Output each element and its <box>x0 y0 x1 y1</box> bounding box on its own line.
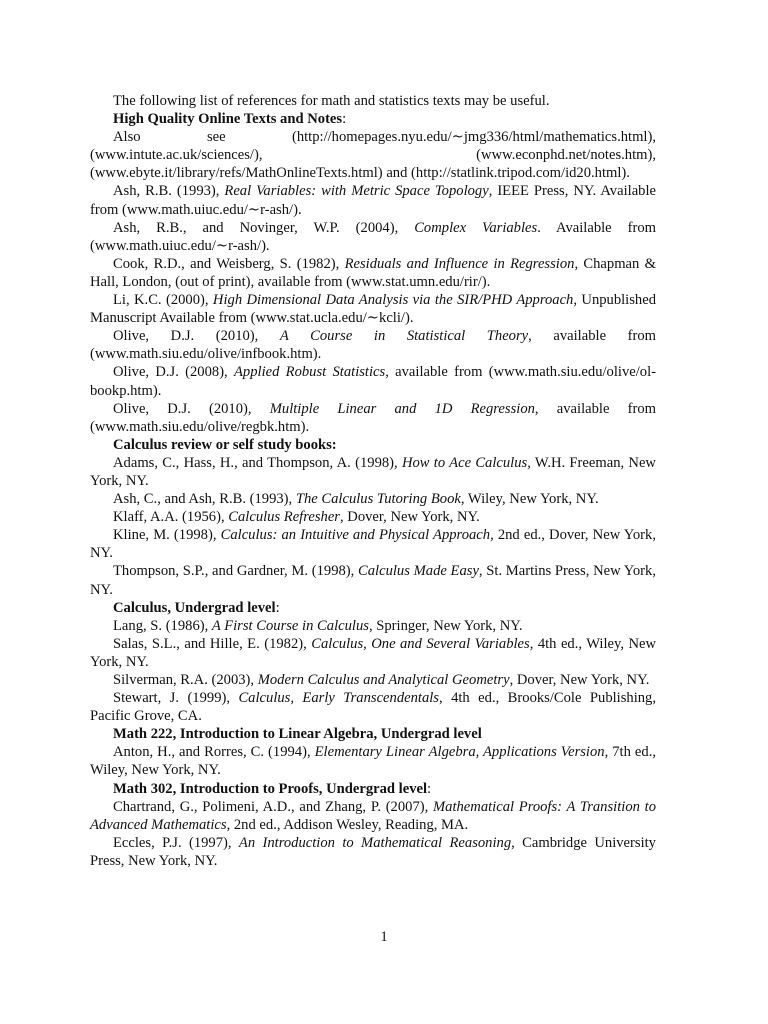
reference-details: , Dover, New York, NY. <box>339 509 480 526</box>
reference-authors: Eccles, P.J. (1997), <box>113 834 239 851</box>
reference-details: , Chapman & Hall, London, (out of print), available from (www.stat.umn.edu/rir/). <box>90 255 656 290</box>
reference-details: , available from (www.math.siu.edu/olive/regbk.htm). <box>90 400 656 435</box>
reference-authors: Cook, R.D., and Weisberg, S. (1982), <box>113 255 345 272</box>
reference-entry <box>90 526 656 562</box>
reference-authors: Ash, R.B. (1993), <box>113 183 225 200</box>
reference-authors: Salas, S.L., and Hille, E. (1982), <box>113 635 312 652</box>
intro-paragraph: The following list of references for math and statistics texts may be useful. <box>113 93 550 109</box>
reference-entry <box>90 454 656 490</box>
reference-authors: Lang, S. (1986), <box>113 617 212 634</box>
reference-authors: Thompson, S.P., and Gardner, M. (1998), <box>113 563 359 580</box>
reference-details: , W.H. Freeman, New York, NY. <box>90 454 656 489</box>
reference-title: Calculus: an Intuitive and Physical Approach <box>220 527 491 544</box>
reference-entry <box>90 363 656 399</box>
section-heading-text: High Quality Online Texts and Notes <box>113 111 343 128</box>
section-heading-suffix: : <box>275 599 280 616</box>
reference-details: , Springer, New York, NY. <box>368 617 523 634</box>
reference-title: Modern Calculus and Analytical Geometry <box>257 672 510 688</box>
reference-entry <box>90 743 656 779</box>
section-heading <box>90 110 656 128</box>
reference-title: Calculus, Early Transcendentals <box>238 690 439 707</box>
reference-title: Calculus, One and Several Variables <box>311 635 530 652</box>
reference-details: , Unpublished Manuscript Available from (www.stat.ucla.edu/∼kcli/). <box>90 292 656 327</box>
reference-entry <box>90 562 656 598</box>
reference-authors: Olive, D.J. (2010), <box>113 328 280 345</box>
page-number: 1 <box>380 929 388 945</box>
reference-title: Complex Variables <box>414 219 538 236</box>
reference-entry <box>90 219 656 255</box>
reference-title: Multiple Linear and 1D Regression <box>269 400 535 417</box>
reference-authors: Silverman, R.A. (2003), <box>113 672 258 688</box>
reference-authors: Also see (http://homepages.nyu.edu/∼jmg336/html/mathematics.html), (www.intute.ac.uk/sciences/), (www.econphd.net/notes.htm), (www.ebyte.it/library/refs/MathOnlineTexts.html) and (http://statlink.tripod.com/id20.html). <box>90 129 656 182</box>
section-heading <box>90 725 656 743</box>
reference-entry <box>90 291 656 327</box>
reference-entry <box>90 635 656 671</box>
reference-title: How to Ace Calculus <box>401 454 528 471</box>
reference-entry <box>90 834 656 870</box>
reference-authors: Adams, C., Hass, H., and Thompson, A. (1998), <box>113 454 402 471</box>
section-heading <box>90 436 656 454</box>
reference-entry <box>90 689 656 725</box>
reference-title: A First Course in Calculus <box>211 617 369 634</box>
section-heading <box>90 599 656 617</box>
reference-title: A Course in Statistical Theory <box>279 328 529 345</box>
reference-title: High Dimensional Data Analysis via the SIR/PHD Approach <box>212 292 574 309</box>
reference-entry <box>90 255 656 291</box>
reference-title: An Introduction to Mathematical Reasoning <box>238 834 512 851</box>
reference-title: Calculus Refresher <box>228 509 340 526</box>
reference-entry <box>90 182 656 218</box>
section-heading-suffix: : <box>427 780 432 797</box>
reference-title: The Calculus Tutoring Book <box>295 491 461 508</box>
reference-list <box>90 92 656 870</box>
reference-authors: Chartrand, G., Polimeni, A.D., and Zhang, P. (2007), <box>113 798 433 815</box>
reference-entry <box>90 671 656 689</box>
reference-authors: Stewart, J. (1999), <box>113 690 239 707</box>
reference-title: Elementary Linear Algebra, Applications Version <box>314 744 605 761</box>
reference-details: , Dover, New York, NY. <box>509 672 650 688</box>
reference-entry <box>90 798 656 834</box>
reference-authors: Li, K.C. (2000), <box>113 292 213 309</box>
reference-title: Real Variables: with Metric Space Topology <box>224 183 489 200</box>
reference-details: , Wiley, New York, NY. <box>460 491 599 508</box>
reference-entry <box>90 400 656 436</box>
reference-authors: Ash, R.B., and Novinger, W.P. (2004), <box>113 219 415 236</box>
section-heading-text: Math 222, Introduction to Linear Algebra, Undergrad level <box>113 726 482 743</box>
reference-entry <box>90 508 656 526</box>
reference-authors: Olive, D.J. (2008), <box>113 364 234 381</box>
reference-details: , available from (www.math.siu.edu/olive/infbook.htm). <box>90 328 656 363</box>
reference-details: , IEEE Press, NY. Available from (www.math.uiuc.edu/∼r-ash/). <box>90 183 656 218</box>
section-heading <box>90 780 656 798</box>
section-heading-text: Calculus review or self study books: <box>113 436 337 453</box>
reference-authors: Ash, C., and Ash, R.B. (1993), <box>113 491 296 508</box>
reference-authors: Anton, H., and Rorres, C. (1994), <box>113 744 315 761</box>
section-heading-text: Calculus, Undergrad level <box>113 599 276 616</box>
reference-entry <box>90 128 656 182</box>
reference-details: , 2nd ed., Addison Wesley, Reading, MA. <box>226 816 469 833</box>
reference-authors: Klaff, A.A. (1956), <box>113 509 229 526</box>
section-heading-suffix: : <box>342 111 347 128</box>
reference-details: . Available from (www.math.uiuc.edu/∼r-ash/). <box>90 219 656 254</box>
reference-details: , St. Martins Press, New York, NY. <box>90 563 656 598</box>
reference-entry <box>90 327 656 363</box>
reference-details: , 4th ed., Wiley, New York, NY. <box>90 635 657 670</box>
reference-title: Calculus Made Easy <box>358 563 479 580</box>
reference-entry <box>90 617 656 635</box>
reference-details: , 4th ed., Brooks/Cole Publishing, Pacific Grove, CA. <box>90 690 657 725</box>
reference-title: Applied Robust Statistics <box>234 364 386 381</box>
reference-details: , 7th ed., Wiley, New York, NY. <box>90 744 656 779</box>
reference-entry <box>90 490 656 508</box>
section-heading-text: Math 302, Introduction to Proofs, Undergrad level <box>113 780 428 797</box>
reference-details: , available from (www.math.siu.edu/olive/ol-bookp.htm). <box>90 364 656 399</box>
reference-title: Mathematical Proofs: A Transition to Advanced Mathematics <box>90 798 656 833</box>
reference-authors: Kline, M. (1998), <box>113 527 221 544</box>
reference-details: , Cambridge University Press, New York, NY. <box>90 834 656 869</box>
reference-authors: Olive, D.J. (2010), <box>113 400 270 417</box>
reference-details: , 2nd ed., Dover, New York, NY. <box>90 527 656 562</box>
reference-title: Residuals and Influence in Regression <box>344 255 575 272</box>
